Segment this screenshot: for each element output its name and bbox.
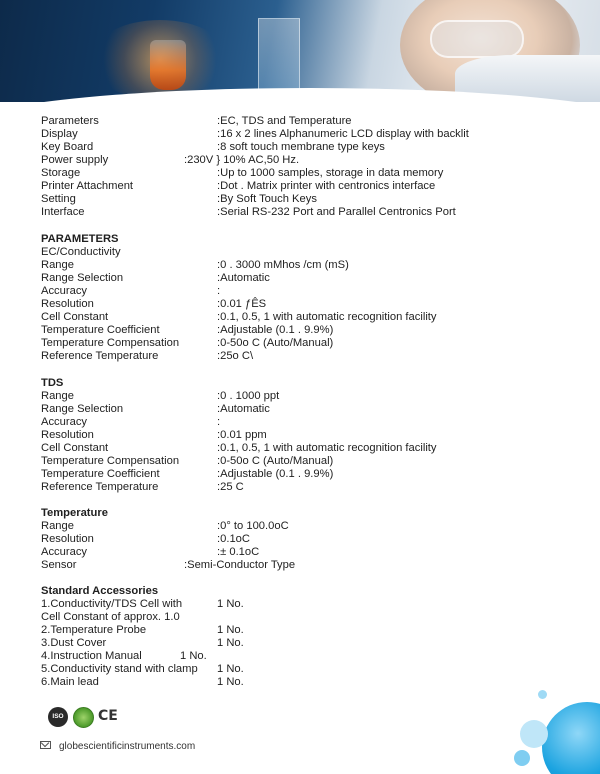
header-photo (0, 0, 600, 102)
spec-row: Temperature Compensation :0-50o C (Auto/Manual) (41, 337, 334, 349)
spec-row: Accuracy : (41, 416, 221, 428)
bubble-medium (520, 720, 548, 748)
spec-row: Temperature Coefficient :Adjustable (0.1 . 9.9%) (41, 468, 334, 480)
mail-icon (40, 741, 51, 749)
list-item: 1.Conductivity/TDS Cell with 1 No. (41, 598, 244, 610)
temperature-heading: Temperature (41, 507, 108, 519)
spec-row: Accuracy : (41, 285, 221, 297)
bubble-tiny (538, 690, 547, 699)
bubble-large (542, 702, 600, 774)
orange-flask (150, 40, 186, 90)
list-item: 5.Conductivity stand with clamp 1 No. (41, 663, 244, 675)
list-item: Cell Constant of approx. 1.0 (41, 611, 180, 623)
tds-heading: TDS (41, 377, 64, 389)
spec-row: Reference Temperature :25o C\ (41, 350, 254, 362)
spec-row: Parameters :EC, TDS and Temperature (41, 115, 352, 127)
glass-beaker (258, 18, 300, 90)
spec-row: Setting :By Soft Touch Keys (41, 193, 317, 205)
spec-row: Key Board :8 soft touch membrane type keys (41, 141, 385, 153)
spec-row: Reference Temperature :25 C (41, 481, 244, 493)
spec-row: Printer Attachment :Dot . Matrix printer with centronics interface (41, 180, 436, 192)
safety-goggles (430, 20, 524, 58)
website-link[interactable]: globescientificinstruments.com (59, 741, 196, 752)
spec-row: Resolution :0.01 ƒÊS (41, 298, 267, 310)
spec-row: Range :0 . 3000 mMhos /cm (mS) (41, 259, 349, 271)
ce-mark: CE (98, 708, 118, 724)
spec-row: Resolution :0.1oC (41, 533, 250, 545)
list-item: 2.Temperature Probe 1 No. (41, 624, 244, 636)
green-certification-icon (73, 707, 94, 728)
iso-logo: ISO (48, 707, 68, 727)
decorative-bubbles (500, 680, 600, 774)
bubble-small (514, 750, 530, 766)
list-item: 3.Dust Cover 1 No. (41, 637, 244, 649)
spec-row: Storage :Up to 1000 samples, storage in data memory (41, 167, 444, 179)
spec-row: Range Selection :Automatic (41, 403, 270, 415)
spec-row: Temperature Coefficient :Adjustable (0.1 . 9.9%) (41, 324, 334, 336)
spec-row: Interface :Serial RS-232 Port and Parallel Centronics Port (41, 206, 456, 218)
spec-row: Cell Constant :0.1, 0.5, 1 with automatic recognition facility (41, 311, 437, 323)
list-item: 6.Main lead 1 No. (41, 676, 244, 688)
spec-row: Range Selection :Automatic (41, 272, 270, 284)
parameters-subheading: EC/Conductivity (41, 246, 121, 258)
spec-row: Range :0 . 1000 ppt (41, 390, 280, 402)
spec-row: Cell Constant :0.1, 0.5, 1 with automatic recognition facility (41, 442, 437, 454)
spec-row: Temperature Compensation :0-50o C (Auto/Manual) (41, 455, 334, 467)
spec-row: Accuracy :± 0.1oC (41, 546, 260, 558)
list-item: 4.Instruction Manual 1 No. (41, 650, 207, 662)
footer (40, 741, 195, 752)
spec-row: Resolution :0.01 ppm (41, 429, 267, 441)
spec-row: Sensor :Semi-Conductor Type (41, 559, 296, 571)
accessories-heading: Standard Accessories (41, 585, 159, 597)
parameters-heading: PARAMETERS (41, 233, 119, 245)
spec-row: Display :16 x 2 lines Alphanumeric LCD display with backlit (41, 128, 469, 140)
spec-row: Range :0° to 100.0oC (41, 520, 289, 532)
spec-row: Power supply :230V } 10% AC,50 Hz. (41, 154, 300, 166)
